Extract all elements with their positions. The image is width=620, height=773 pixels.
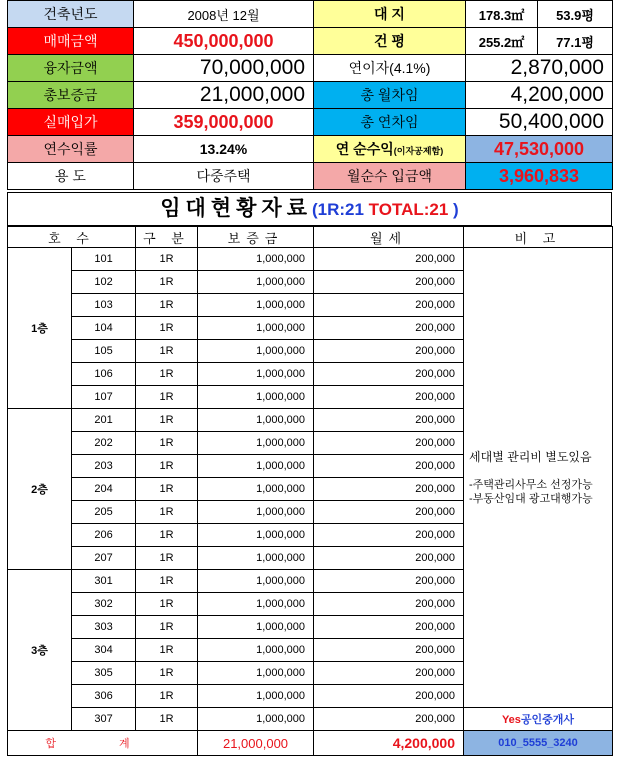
agency-yes: Yes	[501, 714, 521, 726]
unit-rent: 200,000	[314, 340, 464, 363]
floor-label: 2층	[8, 409, 72, 570]
totals-rent: 4,200,000	[314, 731, 464, 756]
annual-rent-total-value: 50,400,000	[466, 109, 613, 136]
unit-number: 306	[72, 685, 136, 708]
unit-deposit: 1,000,000	[198, 340, 314, 363]
sale-price-label: 매매금액	[8, 28, 134, 55]
usage-label: 용 도	[8, 163, 134, 190]
unit-deposit: 1,000,000	[198, 616, 314, 639]
unit-type: 1R	[136, 271, 198, 294]
remark-line-3: -부동산임대 광고대행가능	[469, 492, 593, 505]
unit-type: 1R	[136, 294, 198, 317]
unit-number: 305	[72, 662, 136, 685]
unit-number: 304	[72, 639, 136, 662]
net-annual-note: (이자공제함)	[393, 146, 444, 156]
unit-deposit: 1,000,000	[198, 294, 314, 317]
unit-rent: 200,000	[314, 248, 464, 271]
agency-phone: 010_5555_3240	[464, 731, 613, 756]
unit-rent: 200,000	[314, 501, 464, 524]
unit-deposit: 1,000,000	[198, 363, 314, 386]
title-sub-close: )	[448, 200, 459, 219]
unit-type: 1R	[136, 478, 198, 501]
unit-rent: 200,000	[314, 662, 464, 685]
unit-number: 303	[72, 616, 136, 639]
summary-row-yield	[8, 136, 613, 163]
unit-number: 307	[72, 708, 136, 731]
unit-deposit: 1,000,000	[198, 593, 314, 616]
remark-line-1: 세대별 관리비 별도있음	[469, 449, 592, 464]
unit-type: 1R	[136, 432, 198, 455]
unit-rent: 200,000	[314, 271, 464, 294]
unit-rent: 200,000	[314, 524, 464, 547]
unit-rent: 200,000	[314, 616, 464, 639]
annual-rent-total-label: 총 연차임	[314, 109, 466, 136]
net-annual-value: 47,530,000	[466, 136, 613, 163]
header-unit: 호 수	[8, 227, 136, 248]
floor-label: 1층	[8, 248, 72, 409]
unit-type: 1R	[136, 570, 198, 593]
unit-type: 1R	[136, 524, 198, 547]
unit-deposit: 1,000,000	[198, 639, 314, 662]
unit-type: 1R	[136, 639, 198, 662]
land-pyeong: 53.9평	[538, 1, 613, 28]
summary-row-deposit	[8, 82, 613, 109]
unit-number: 106	[72, 363, 136, 386]
monthly-rent-total-label: 총 월차임	[314, 82, 466, 109]
unit-rent: 200,000	[314, 478, 464, 501]
land-label: 대 지	[314, 1, 466, 28]
building-m2: 255.2㎡	[466, 28, 538, 55]
remark-line-2: -주택관리사무소 선정가능	[469, 478, 593, 491]
unit-rent: 200,000	[314, 432, 464, 455]
summary-row-loan	[8, 55, 613, 82]
header-remark: 비 고	[464, 227, 613, 248]
actual-investment-label: 실매입가	[8, 109, 134, 136]
built-year-value: 2008년 12월	[134, 1, 314, 28]
header-deposit: 보증금	[198, 227, 314, 248]
unit-rent: 200,000	[314, 547, 464, 570]
unit-number: 107	[72, 386, 136, 409]
unit-number: 207	[72, 547, 136, 570]
unit-deposit: 1,000,000	[198, 685, 314, 708]
unit-deposit: 1,000,000	[198, 570, 314, 593]
floor-label: 3층	[8, 570, 72, 731]
unit-number: 206	[72, 524, 136, 547]
unit-number: 103	[72, 294, 136, 317]
unit-deposit: 1,000,000	[198, 708, 314, 731]
title-main: 임대현황자료	[160, 197, 312, 220]
unit-type: 1R	[136, 685, 198, 708]
unit-deposit: 1,000,000	[198, 271, 314, 294]
unit-number: 302	[72, 593, 136, 616]
header-rent: 월세	[314, 227, 464, 248]
table-row	[8, 708, 613, 731]
totals-label: 합 계	[8, 731, 198, 756]
usage-value: 다중주택	[134, 163, 314, 190]
rental-status-title	[7, 192, 612, 226]
unit-type: 1R	[136, 662, 198, 685]
unit-deposit: 1,000,000	[198, 547, 314, 570]
unit-number: 104	[72, 317, 136, 340]
rental-table	[7, 226, 613, 756]
net-annual-label	[314, 136, 466, 163]
summary-row-investment	[8, 109, 613, 136]
summary-table	[7, 0, 613, 190]
unit-rent: 200,000	[314, 570, 464, 593]
totals-row	[8, 731, 613, 756]
built-year-label: 건축년도	[8, 1, 134, 28]
unit-deposit: 1,000,000	[198, 248, 314, 271]
unit-rent: 200,000	[314, 639, 464, 662]
unit-type: 1R	[136, 363, 198, 386]
unit-type: 1R	[136, 340, 198, 363]
unit-deposit: 1,000,000	[198, 386, 314, 409]
unit-number: 203	[72, 455, 136, 478]
unit-number: 204	[72, 478, 136, 501]
unit-type: 1R	[136, 547, 198, 570]
yield-label: 연수익률	[8, 136, 134, 163]
title-sub-open: (1R:21	[311, 200, 369, 219]
table-row	[8, 248, 613, 271]
unit-type: 1R	[136, 708, 198, 731]
agency-name	[464, 708, 613, 731]
unit-rent: 200,000	[314, 685, 464, 708]
unit-type: 1R	[136, 616, 198, 639]
loan-label: 융자금액	[8, 55, 134, 82]
unit-number: 102	[72, 271, 136, 294]
unit-number: 201	[72, 409, 136, 432]
unit-rent: 200,000	[314, 409, 464, 432]
unit-number: 202	[72, 432, 136, 455]
unit-number: 301	[72, 570, 136, 593]
annual-interest-value: 2,870,000	[466, 55, 613, 82]
unit-rent: 200,000	[314, 294, 464, 317]
header-type: 구 분	[136, 227, 198, 248]
unit-deposit: 1,000,000	[198, 409, 314, 432]
yield-value: 13.24%	[134, 136, 314, 163]
unit-rent: 200,000	[314, 317, 464, 340]
unit-deposit: 1,000,000	[198, 478, 314, 501]
title-sub-total: TOTAL:21	[368, 200, 449, 219]
unit-number: 101	[72, 248, 136, 271]
loan-value: 70,000,000	[134, 55, 314, 82]
unit-deposit: 1,000,000	[198, 455, 314, 478]
unit-type: 1R	[136, 409, 198, 432]
unit-type: 1R	[136, 248, 198, 271]
net-annual-label-text: 연 순수익	[335, 141, 394, 157]
unit-type: 1R	[136, 455, 198, 478]
land-m2: 178.3㎡	[466, 1, 538, 28]
net-monthly-value: 3,960,833	[466, 163, 613, 190]
summary-row-built	[8, 1, 613, 28]
unit-rent: 200,000	[314, 363, 464, 386]
deposit-total-label: 총보증금	[8, 82, 134, 109]
agency-title: 공인중개사	[520, 714, 575, 726]
unit-deposit: 1,000,000	[198, 524, 314, 547]
rental-header-row	[8, 227, 613, 248]
unit-type: 1R	[136, 593, 198, 616]
building-label: 건 평	[314, 28, 466, 55]
unit-rent: 200,000	[314, 455, 464, 478]
actual-investment-value: 359,000,000	[134, 109, 314, 136]
unit-number: 205	[72, 501, 136, 524]
annual-interest-label: 연이자(4.1%)	[314, 55, 466, 82]
unit-rent: 200,000	[314, 386, 464, 409]
unit-deposit: 1,000,000	[198, 317, 314, 340]
net-monthly-label: 월순수 입금액	[314, 163, 466, 190]
summary-row-usage	[8, 163, 613, 190]
sale-price-value: 450,000,000	[134, 28, 314, 55]
unit-type: 1R	[136, 386, 198, 409]
remarks-cell	[464, 248, 613, 708]
unit-type: 1R	[136, 317, 198, 340]
unit-deposit: 1,000,000	[198, 432, 314, 455]
rental-table-body	[8, 227, 613, 756]
monthly-rent-total-value: 4,200,000	[466, 82, 613, 109]
unit-rent: 200,000	[314, 593, 464, 616]
totals-deposit: 21,000,000	[198, 731, 314, 756]
unit-deposit: 1,000,000	[198, 662, 314, 685]
unit-deposit: 1,000,000	[198, 501, 314, 524]
building-pyeong: 77.1평	[538, 28, 613, 55]
unit-number: 105	[72, 340, 136, 363]
deposit-total-value: 21,000,000	[134, 82, 314, 109]
title-sub	[312, 200, 459, 219]
summary-row-sale	[8, 28, 613, 55]
unit-rent: 200,000	[314, 708, 464, 731]
unit-type: 1R	[136, 501, 198, 524]
